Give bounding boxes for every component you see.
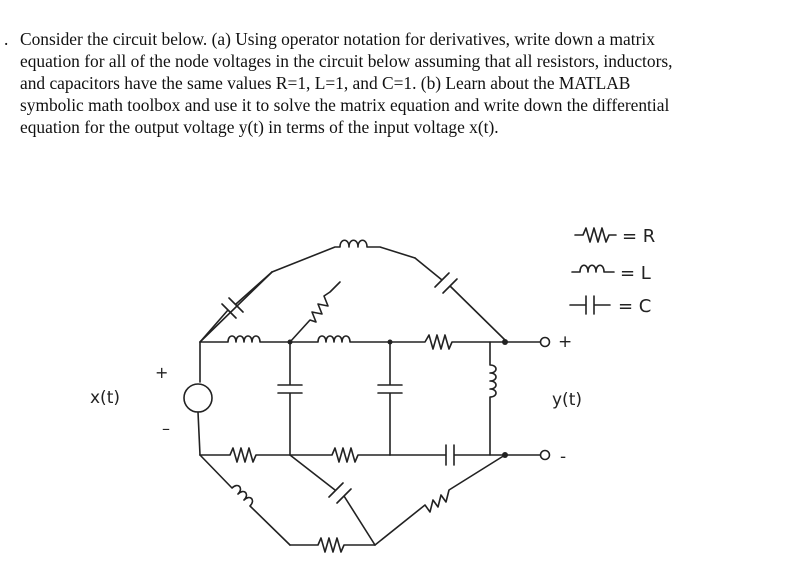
middle-diagonal-resistor (290, 282, 340, 342)
input-minus-sign: – (162, 419, 170, 438)
node-top-left (288, 340, 293, 345)
output-label: y(t) (552, 390, 582, 410)
bottom-right-capacitor (390, 445, 505, 465)
middle-vertical-capacitor (378, 342, 402, 455)
legend-resistor-label: = R (622, 226, 656, 247)
right-vertical-inductor (490, 342, 496, 455)
bottom-resistor (290, 538, 375, 552)
bottom-middle-resistor (290, 448, 390, 462)
bottom-left-resistor (200, 448, 290, 462)
legend (570, 226, 655, 317)
legend-capacitor-label: = C (618, 296, 652, 317)
bottom-right-resistor (375, 455, 505, 545)
output-minus-terminal[interactable] (541, 451, 550, 460)
problem-line-4: symbolic math toolbox and use it to solve the matrix equation and write down the differential (20, 95, 670, 115)
bottom-center-capacitor (290, 455, 375, 545)
problem-line-2: equation for all of the node voltages in the circuit below assuming that all resistors, inductors, (20, 51, 673, 71)
node-output-top (502, 339, 508, 345)
input-plus-sign: + (155, 363, 169, 382)
legend-capacitor-symbol (570, 296, 610, 314)
left-vertical-capacitor (278, 342, 302, 455)
top-left-inductor (200, 336, 290, 342)
output-plus-terminal[interactable] (541, 338, 550, 347)
problem-line-5: equation for the output voltage y(t) in terms of the input voltage x(t). (20, 117, 499, 137)
bottom-left-inductor (200, 455, 290, 545)
voltage-source (184, 384, 212, 412)
legend-resistor-symbol (575, 228, 616, 242)
problem-line-3: and capacitors have the same values R=1, L=1, and C=1. (b) Learn about the MATLAB (20, 73, 631, 93)
node-top-middle (388, 340, 393, 345)
top-inductor (272, 240, 415, 272)
top-right-resistor (390, 335, 505, 349)
output-minus-sign: - (560, 447, 567, 467)
input-label: x(t) (90, 388, 120, 408)
legend-inductor-label: = L (620, 263, 651, 284)
source-bottom-wire (198, 412, 200, 455)
top-middle-inductor (290, 336, 390, 342)
output-plus-sign: + (558, 332, 573, 352)
legend-inductor-symbol (572, 265, 614, 272)
problem-line-1: Consider the circuit below. (a) Using operator notation for derivatives, write down a matrix (20, 29, 655, 49)
top-right-capacitor (415, 258, 505, 340)
problem-bullet: . (4, 29, 9, 49)
